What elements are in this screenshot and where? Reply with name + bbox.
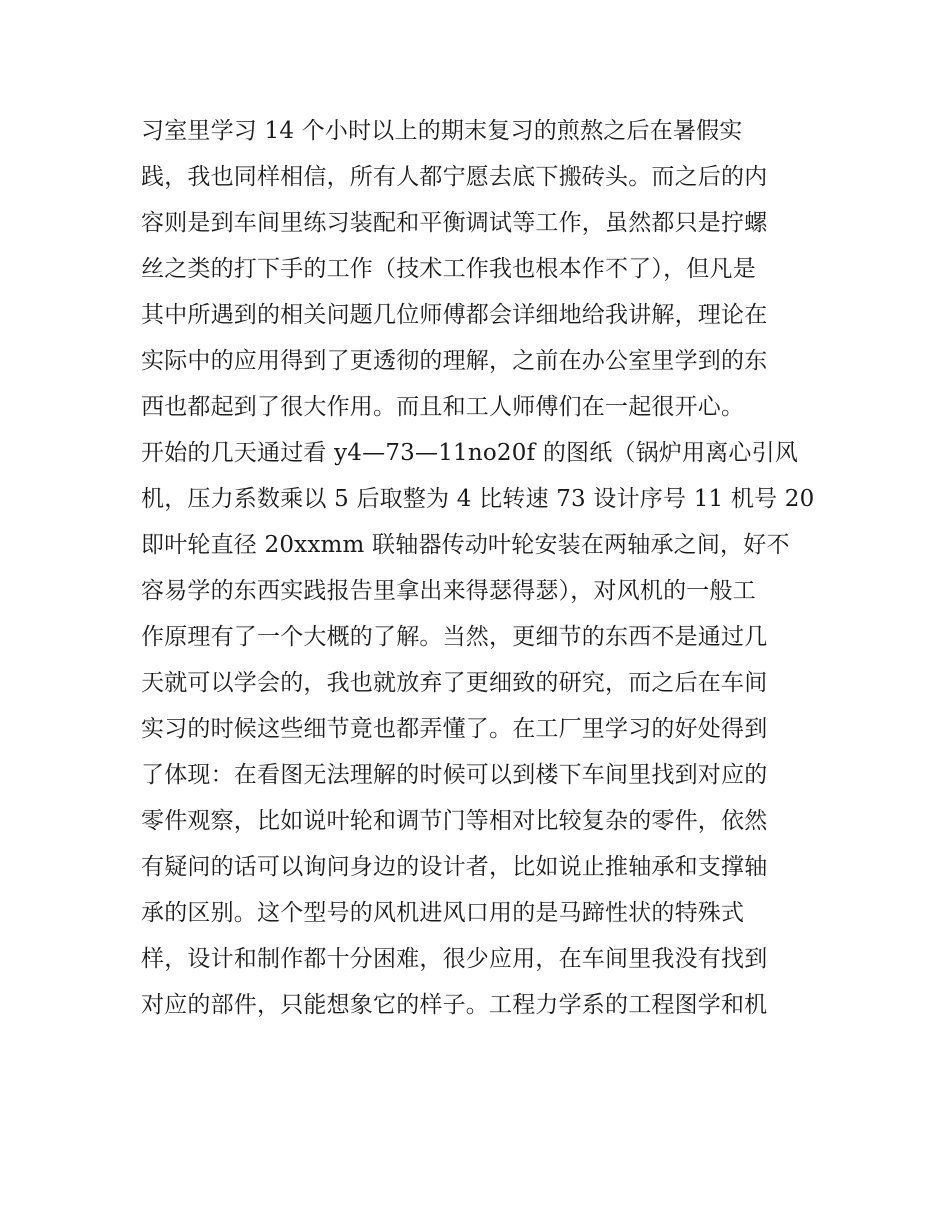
text-line: 即叶轮直径 20xxmm 联轴器传动叶轮安装在两轴承之间，好不 (141, 532, 790, 558)
text-line: 有疑问的话可以询问身边的设计者，比如说止推轴承和支撑轴 (141, 854, 768, 880)
text-line: 机，压力系数乘以 5 后取整为 4 比转速 73 设计序号 11 机号 20 (141, 486, 815, 512)
body-text (141, 108, 821, 1028)
text-line: 对应的部件，只能想象它的样子。工程力学系的工程图学和机 (141, 992, 768, 1018)
text-line: 承的区别。这个型号的风机进风口用的是马蹄性状的特殊式 (141, 900, 745, 926)
text-line: 天就可以学会的，我也就放弃了更细致的研究，而之后在车间 (141, 670, 768, 696)
text-line: 零件观察，比如说叶轮和调节门等相对比较复杂的零件，依然 (141, 808, 768, 834)
text-line: 容则是到车间里练习装配和平衡调试等工作，虽然都只是拧螺 (141, 210, 768, 236)
text-line: 作原理有了一个大概的了解。当然，更细节的东西不是通过几 (141, 624, 768, 650)
text-line: 其中所遇到的相关问题几位师傅都会详细地给我讲解，理论在 (141, 302, 768, 328)
text-line: 容易学的东西实践报告里拿出来得瑟得瑟），对风机的一般工 (141, 578, 756, 604)
text-line: 开始的几天通过看 y4—73—11no20f 的图纸（锅炉用离心引风 (141, 440, 799, 466)
text-line: 实习的时候这些细节竟也都弄懂了。在工厂里学习的好处得到 (141, 716, 768, 742)
text-line: 丝之类的打下手的工作（技术工作我也根本作不了），但凡是 (141, 256, 756, 282)
text-line: 样，设计和制作都十分困难，很少应用，在车间里我没有找到 (141, 946, 768, 972)
text-line: 践，我也同样相信，所有人都宁愿去底下搬砖头。而之后的内 (141, 164, 768, 190)
text-line: 西也都起到了很大作用。而且和工人师傅们在一起很开心。 (141, 394, 745, 420)
text-line: 习室里学习 14 个小时以上的期末复习的煎熬之后在暑假实 (141, 118, 743, 144)
text-line: 了体现：在看图无法理解的时候可以到楼下车间里找到对应的 (141, 762, 768, 788)
text-line: 实际中的应用得到了更透彻的理解，之前在办公室里学到的东 (141, 348, 768, 374)
